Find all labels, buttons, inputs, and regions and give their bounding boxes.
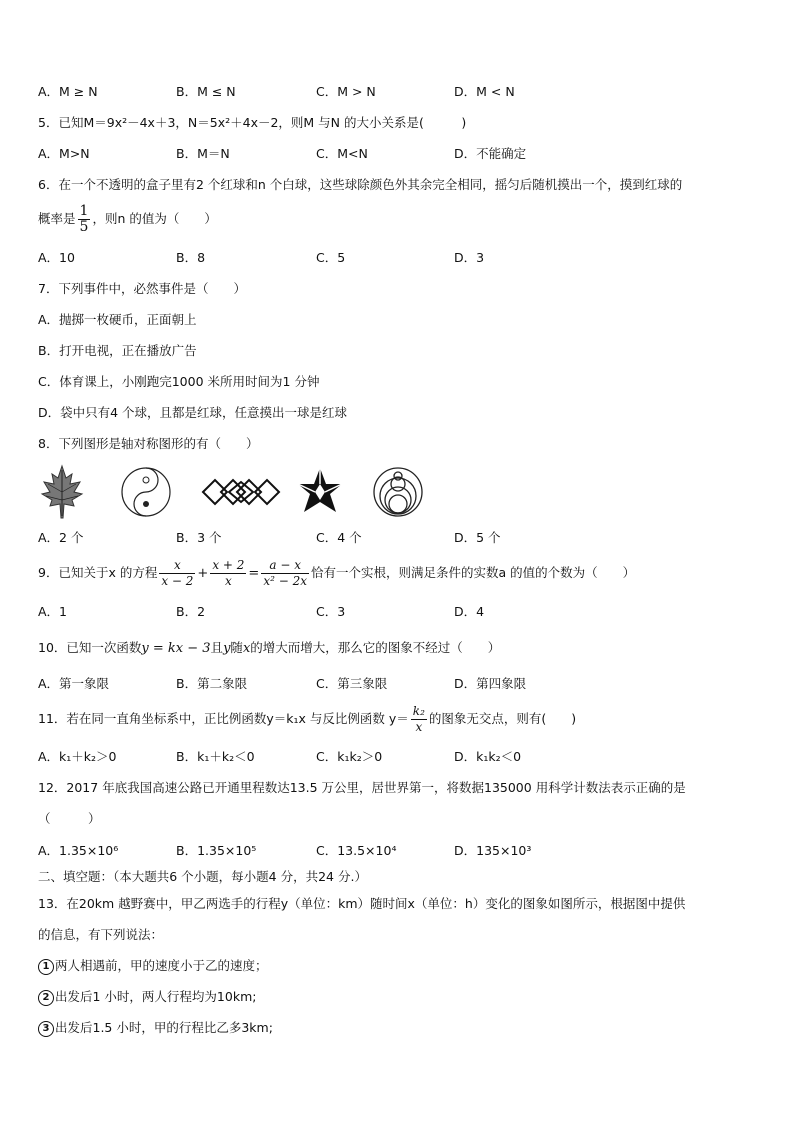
q5-option-d: D．不能确定 <box>454 146 527 161</box>
q9-option-a: A．1 <box>38 604 68 619</box>
q10-var-y: y <box>223 641 231 656</box>
q7-option-b: B．打开电视，正在播放广告 <box>38 343 197 358</box>
q6-frac-num: 1 <box>79 203 89 219</box>
concentric-circles-icon <box>370 462 426 522</box>
q9-equals: = <box>248 566 260 581</box>
q13-statement-2 <box>38 989 256 1006</box>
q6-option-c: C．5 <box>316 250 346 265</box>
q9-option-c: C．3 <box>316 604 346 619</box>
q9-f3-num: a − x <box>261 558 309 574</box>
q9-f1-num: x <box>159 558 195 574</box>
q10-stem-pre: 10．已知一次函数 <box>38 640 142 655</box>
q10-option-c: C．第三象限 <box>316 676 388 691</box>
q12-option-b: B．1.35×10⁵ <box>176 843 257 858</box>
q12-stem-line2: （ ） <box>38 811 101 826</box>
q11-option-b: B．k₁＋k₂＜0 <box>176 749 255 764</box>
q4-option-c: C．M > N <box>316 84 376 99</box>
q11-stem <box>38 704 576 735</box>
q7-option-c: C．体育课上，小刚跑完1000 米所用时间为1 分钟 <box>38 374 320 389</box>
q12-stem-line1: 12．2017 年底我国高速公路已开通里程数达13.5 万公里，居世界第一，将数据135000 用科学计数法表示正确的是 <box>38 780 686 795</box>
q13-statement-text: 出发后1 小时，两人行程均为10km; <box>55 989 257 1004</box>
q9-f2-num: x + 2 <box>212 558 245 572</box>
q6-stem-line1: 6．在一个不透明的盒子里有2 个红球和n 个白球，这些球除颜色外其余完全相同，摇匀后随机摸出一个，摸到红球的 <box>38 177 683 192</box>
knot-pattern-icon <box>201 462 281 522</box>
q4-option-d: D．M < N <box>454 84 515 99</box>
q12-option-a: A．1.35×10⁶ <box>38 843 119 858</box>
q6-option-d: D．3 <box>454 250 485 265</box>
q13-statement-text: 两人相遇前，甲的速度小于乙的速度； <box>55 958 268 973</box>
q9-plus: + <box>197 566 209 581</box>
q12-option-c: C．13.5×10⁴ <box>316 843 397 858</box>
circled-number: 3 <box>38 1021 54 1037</box>
q10-mid2: 随 <box>230 640 243 655</box>
q11-stem-pre: 11．若在同一直角坐标系中，正比例函数y＝k₁x 与反比例函数 y＝ <box>38 711 409 726</box>
q11-option-c: C．k₁k₂＞0 <box>316 749 383 764</box>
q9-fraction-2 <box>210 558 246 589</box>
q9-stem-pre: 9．已知关于x 的方程 <box>38 565 158 580</box>
q9-f2-den: x <box>224 574 232 588</box>
q8-option-c: C．4 个 <box>316 530 362 545</box>
q13-stem-line2: 的信息，有下列说法： <box>38 927 164 942</box>
q6-stem-post: ，则n 的值为（ ） <box>92 211 217 226</box>
q10-expr: y = kx − 3 <box>141 641 211 656</box>
q10-option-b: B．第二象限 <box>176 676 248 691</box>
q5-option-b: B．M＝N <box>176 146 230 161</box>
maple-leaf-icon <box>36 462 88 522</box>
q9-f3-den: x² − 2x <box>263 574 307 588</box>
q5-stem: 5．已知M＝9x²－4x＋3，N＝5x²＋4x－2，则M 与N 的大小关系是( ) <box>38 115 467 130</box>
q8-option-d: D．5 个 <box>454 530 501 545</box>
q11-option-d: D．k₁k₂＜0 <box>454 749 522 764</box>
q7-option-a: A．抛掷一枚硬币，正面朝上 <box>38 312 197 327</box>
q9-fraction-1 <box>159 558 195 589</box>
q11-frac-num: k₂ <box>412 704 425 718</box>
q9-stem <box>38 558 635 589</box>
q10-var-x: x <box>242 641 251 656</box>
q5-option-a: A．M>N <box>38 146 90 161</box>
q9-f1-den: x − 2 <box>161 574 194 588</box>
q13-stem-line1: 13．在20km 越野赛中，甲乙两选手的行程y（单位：km）随时间x（单位：h）变化的图象如图所示，根据图中提供 <box>38 896 686 911</box>
q6-frac-den: 5 <box>79 219 89 235</box>
q6-stem-line2 <box>38 204 217 235</box>
q11-frac-den: x <box>415 720 423 734</box>
q11-fraction <box>411 704 427 735</box>
q9-fraction-3 <box>261 558 309 589</box>
q9-option-d: D．4 <box>454 604 485 619</box>
q13-statement-3 <box>38 1020 273 1037</box>
q7-stem: 7．下列事件中，必然事件是（ ） <box>38 281 246 296</box>
q10-option-a: A．第一象限 <box>38 676 110 691</box>
q4-option-a: A．M ≥ N <box>38 84 98 99</box>
circled-number: 1 <box>38 959 54 975</box>
q5-option-c: C．M<N <box>316 146 368 161</box>
q10-stem <box>38 640 500 657</box>
q7-option-d: D．袋中只有4 个球，且都是红球，任意摸出一球是红球 <box>38 405 348 420</box>
q10-mid1: 且 <box>210 640 224 655</box>
section-title-fill-in: 二、填空题：（本大题共6 个小题，每小题4 分，共24 分.） <box>38 869 367 884</box>
q6-option-a: A．10 <box>38 250 75 265</box>
q10-stem-post: 的增大而增大，那么它的图象不经过（ ） <box>250 640 501 655</box>
q9-stem-post: 恰有一个实根，则满足条件的实数a 的值的个数为（ ） <box>311 565 636 580</box>
q11-stem-post: 的图象无交点，则有( ) <box>428 711 577 726</box>
q4-option-b: B．M ≤ N <box>176 84 236 99</box>
q10-option-d: D．第四象限 <box>454 676 527 691</box>
q12-option-d: D．135×10³ <box>454 843 532 858</box>
q8-figures <box>36 462 426 522</box>
q8-option-b: B．3 个 <box>176 530 222 545</box>
q9-option-b: B．2 <box>176 604 206 619</box>
q6-option-b: B．8 <box>176 250 206 265</box>
q13-statement-1 <box>38 958 268 975</box>
q11-option-a: A．k₁＋k₂＞0 <box>38 749 117 764</box>
q13-statement-text: 出发后1.5 小时，甲的行程比乙多3km; <box>55 1020 273 1035</box>
q8-option-a: A．2 个 <box>38 530 84 545</box>
q8-stem: 8．下列图形是轴对称图形的有（ ） <box>38 436 259 451</box>
q6-fraction <box>78 204 91 235</box>
circled-number: 2 <box>38 990 54 1006</box>
q6-stem-pre: 概率是 <box>38 211 76 226</box>
pentagon-star-icon <box>294 462 346 522</box>
yin-yang-icon <box>116 462 176 522</box>
